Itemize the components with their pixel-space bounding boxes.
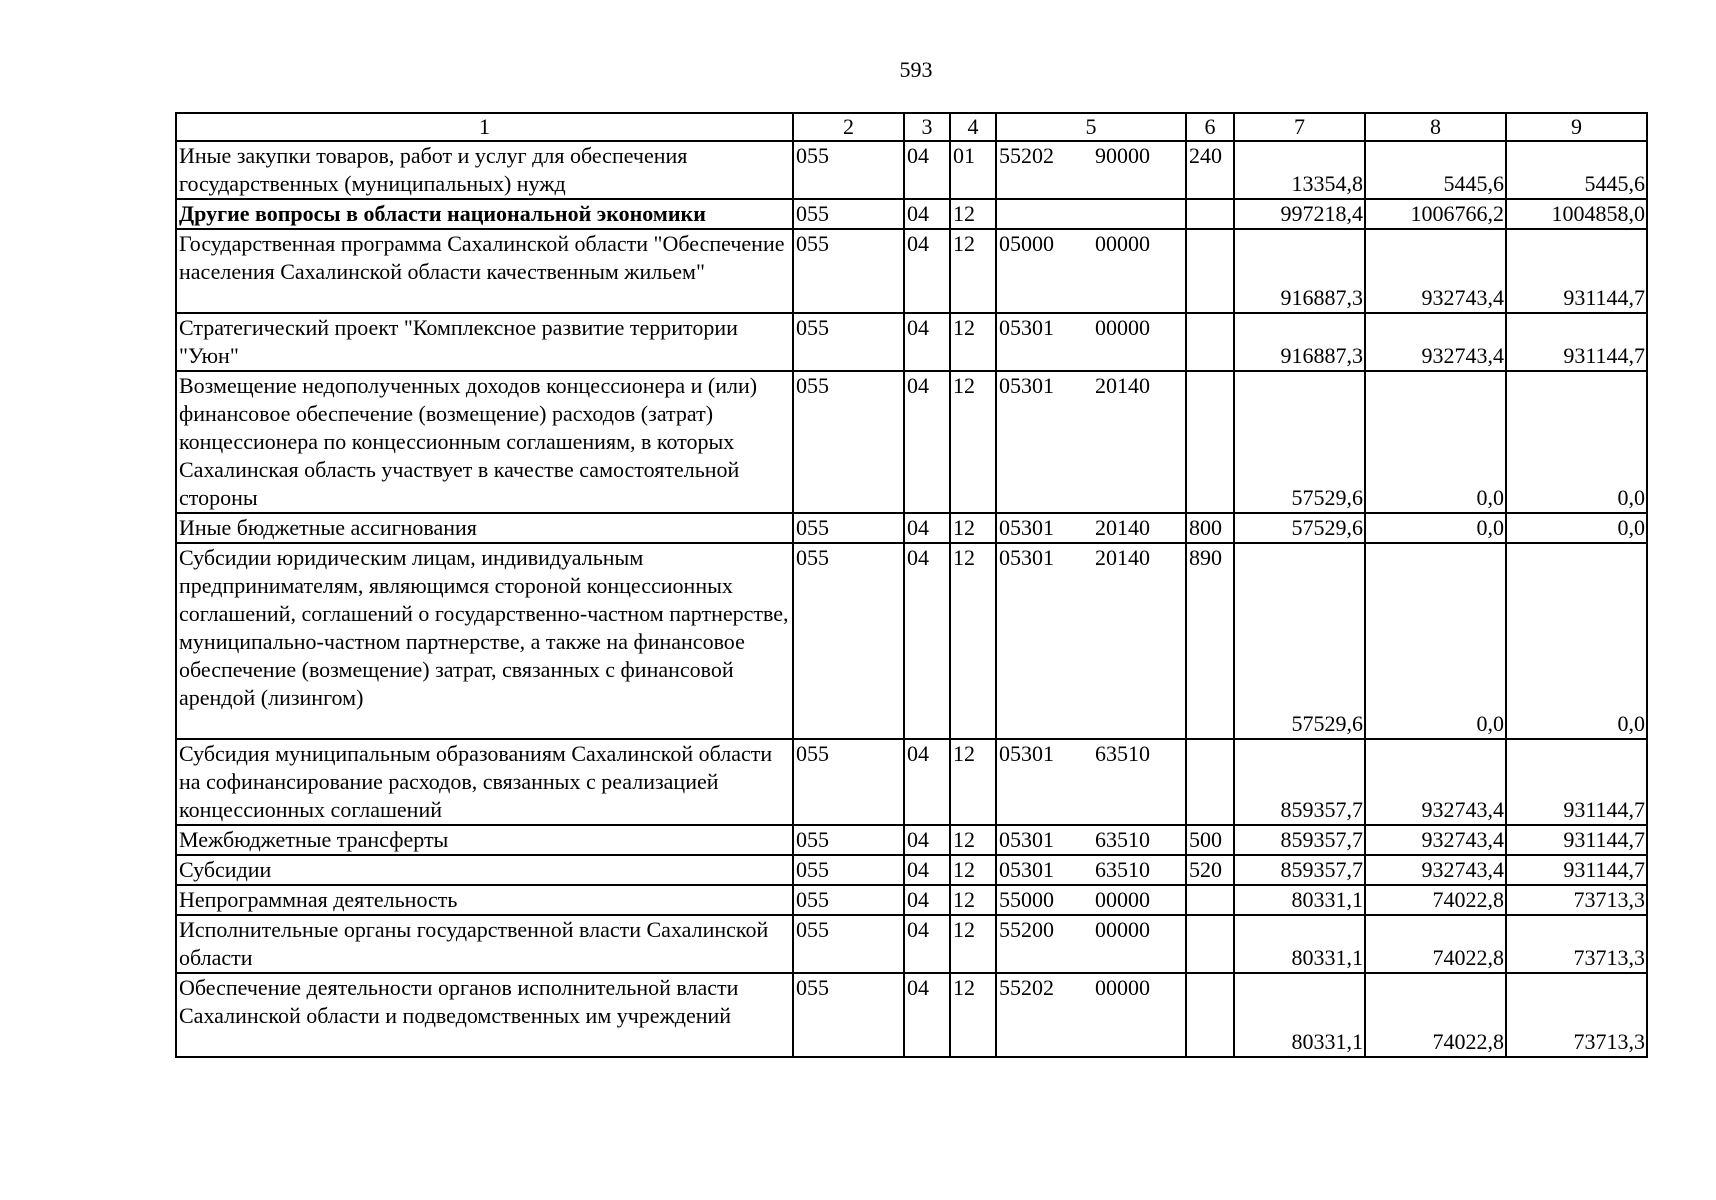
section-code: 04 <box>904 371 950 513</box>
amount-year-3: 1004858,0 <box>1506 199 1647 229</box>
row-description: Государственная программа Сахалинской области "Обеспечение населения Сахалинской области качественным жильем" <box>176 229 793 313</box>
target-article-code <box>996 825 1186 855</box>
subsection-code: 12 <box>950 371 996 513</box>
amount-year-3: 931144,7 <box>1506 229 1647 313</box>
row-description: Субсидия муниципальным образованиям Сахалинской области на софинансирование расходов, связанных с реализацией концессионных соглашений <box>176 739 793 825</box>
target-article-part-1: 05301 <box>999 315 1054 340</box>
table-row <box>176 313 1647 371</box>
section-code: 04 <box>904 855 950 885</box>
expense-type-code: 800 <box>1186 513 1234 543</box>
subsection-code: 12 <box>950 199 996 229</box>
amount-year-2: 932743,4 <box>1365 739 1506 825</box>
subsection-code: 12 <box>950 543 996 739</box>
table-row <box>176 855 1647 885</box>
amount-year-2: 932743,4 <box>1365 229 1506 313</box>
target-article-part-1: 05301 <box>999 373 1054 398</box>
row-description: Иные бюджетные ассигнования <box>176 513 793 543</box>
target-article-part-2: 63510 <box>1095 857 1150 882</box>
amount-year-2: 74022,8 <box>1365 973 1506 1057</box>
expense-type-code <box>1186 885 1234 915</box>
row-description: Иные закупки товаров, работ и услуг для обеспечения государственных (муниципальных) нужд <box>176 141 793 199</box>
ministry-code: 055 <box>793 973 904 1057</box>
target-article-part-2: 20140 <box>1095 373 1150 398</box>
table-row <box>176 371 1647 513</box>
expense-type-code: 520 <box>1186 855 1234 885</box>
amount-year-3: 73713,3 <box>1506 885 1647 915</box>
amount-year-2: 0,0 <box>1365 371 1506 513</box>
subsection-code: 12 <box>950 855 996 885</box>
section-code: 04 <box>904 543 950 739</box>
target-article-part-2: 20140 <box>1095 545 1150 570</box>
target-article-code <box>996 229 1186 313</box>
table-row <box>176 513 1647 543</box>
row-description: Стратегический проект "Комплексное развитие территории "Уюн" <box>176 313 793 371</box>
expense-type-code: 500 <box>1186 825 1234 855</box>
ministry-code: 055 <box>793 855 904 885</box>
target-article-code <box>996 141 1186 199</box>
subsection-code: 12 <box>950 313 996 371</box>
row-description: Субсидии <box>176 855 793 885</box>
amount-year-3: 0,0 <box>1506 543 1647 739</box>
ministry-code: 055 <box>793 543 904 739</box>
target-article-code <box>996 973 1186 1057</box>
subsection-code: 12 <box>950 513 996 543</box>
target-article-code <box>996 313 1186 371</box>
section-code: 04 <box>904 199 950 229</box>
expense-type-code <box>1186 973 1234 1057</box>
amount-year-1: 57529,6 <box>1234 371 1365 513</box>
amount-year-1: 859357,7 <box>1234 855 1365 885</box>
ministry-code: 055 <box>793 513 904 543</box>
target-article-code <box>996 885 1186 915</box>
section-code: 04 <box>904 825 950 855</box>
target-article-part-2: 90000 <box>1095 143 1150 168</box>
target-article-part-2: 63510 <box>1095 741 1150 766</box>
amount-year-2: 0,0 <box>1365 513 1506 543</box>
amount-year-2: 5445,6 <box>1365 141 1506 199</box>
target-article-part-2: 00000 <box>1095 917 1150 942</box>
target-article-code <box>996 739 1186 825</box>
row-description: Непрограммная деятельность <box>176 885 793 915</box>
subsection-code: 12 <box>950 739 996 825</box>
target-article-part-2: 00000 <box>1095 975 1150 1000</box>
table-row <box>176 199 1647 229</box>
target-article-part-2: 00000 <box>1095 231 1150 256</box>
subsection-code: 12 <box>950 885 996 915</box>
target-article-part-1: 05301 <box>999 515 1054 540</box>
target-article-code <box>996 513 1186 543</box>
expense-type-code <box>1186 313 1234 371</box>
section-code: 04 <box>904 513 950 543</box>
section-code: 04 <box>904 313 950 371</box>
target-article-part-1: 05000 <box>999 231 1054 256</box>
target-article-part-1: 55202 <box>999 143 1054 168</box>
amount-year-3: 931144,7 <box>1506 739 1647 825</box>
section-code: 04 <box>904 229 950 313</box>
expense-type-code <box>1186 371 1234 513</box>
section-code: 04 <box>904 915 950 973</box>
ministry-code: 055 <box>793 915 904 973</box>
amount-year-1: 57529,6 <box>1234 543 1365 739</box>
table-row <box>176 543 1647 739</box>
amount-year-3: 73713,3 <box>1506 973 1647 1057</box>
amount-year-3: 5445,6 <box>1506 141 1647 199</box>
column-header: 5 <box>996 113 1186 141</box>
table-row <box>176 825 1647 855</box>
row-description: Другие вопросы в области национальной экономики <box>176 199 793 229</box>
target-article-code <box>996 543 1186 739</box>
amount-year-1: 80331,1 <box>1234 973 1365 1057</box>
column-header: 3 <box>904 113 950 141</box>
subsection-code: 01 <box>950 141 996 199</box>
target-article-part-1: 05301 <box>999 857 1054 882</box>
ministry-code: 055 <box>793 199 904 229</box>
table-row <box>176 973 1647 1057</box>
column-header: 2 <box>793 113 904 141</box>
expense-type-code <box>1186 739 1234 825</box>
ministry-code: 055 <box>793 371 904 513</box>
ministry-code: 055 <box>793 313 904 371</box>
ministry-code: 055 <box>793 825 904 855</box>
page-number: 593 <box>899 57 933 82</box>
column-header: 8 <box>1365 113 1506 141</box>
amount-year-1: 916887,3 <box>1234 313 1365 371</box>
target-article-part-1: 05301 <box>999 545 1054 570</box>
table-row <box>176 915 1647 973</box>
row-description: Субсидии юридическим лицам, индивидуальным предпринимателям, являющимся стороной концессионных соглашений, соглашений о государственно-частном партнерстве, муниципально-частном партнерстве, а также на финансовое обеспечение (возмещение) затрат, связанных с финансовой арендой (лизингом) <box>176 543 793 739</box>
section-code: 04 <box>904 973 950 1057</box>
target-article-part-1: 55200 <box>999 917 1054 942</box>
amount-year-1: 916887,3 <box>1234 229 1365 313</box>
amount-year-1: 80331,1 <box>1234 885 1365 915</box>
row-description: Возмещение недополученных доходов концессионера и (или) финансовое обеспечение (возмещение) расходов (затрат) концессионера по концессионным соглашениям, в которых Сахалинская область участвует в качестве самостоятельной стороны <box>176 371 793 513</box>
expense-type-code: 240 <box>1186 141 1234 199</box>
expense-type-code <box>1186 229 1234 313</box>
target-article-part-1: 05301 <box>999 827 1054 852</box>
target-article-code <box>996 199 1186 229</box>
target-article-code <box>996 371 1186 513</box>
column-header: 1 <box>176 113 793 141</box>
subsection-code: 12 <box>950 973 996 1057</box>
column-header: 4 <box>950 113 996 141</box>
amount-year-1: 80331,1 <box>1234 915 1365 973</box>
target-article-part-2: 20140 <box>1095 515 1150 540</box>
row-description: Обеспечение деятельности органов исполнительной власти Сахалинской области и подведомственных им учреждений <box>176 973 793 1057</box>
ministry-code: 055 <box>793 739 904 825</box>
amount-year-2: 1006766,2 <box>1365 199 1506 229</box>
column-header: 6 <box>1186 113 1234 141</box>
amount-year-3: 0,0 <box>1506 371 1647 513</box>
column-header: 7 <box>1234 113 1365 141</box>
table-row <box>176 141 1647 199</box>
amount-year-2: 74022,8 <box>1365 915 1506 973</box>
amount-year-1: 859357,7 <box>1234 739 1365 825</box>
amount-year-2: 932743,4 <box>1365 825 1506 855</box>
column-header: 9 <box>1506 113 1647 141</box>
amount-year-3: 931144,7 <box>1506 855 1647 885</box>
amount-year-3: 931144,7 <box>1506 825 1647 855</box>
target-article-part-2: 00000 <box>1095 315 1150 340</box>
table-row <box>176 229 1647 313</box>
amount-year-2: 932743,4 <box>1365 313 1506 371</box>
row-description: Межбюджетные трансферты <box>176 825 793 855</box>
column-number-row <box>176 113 1647 141</box>
ministry-code: 055 <box>793 229 904 313</box>
table-row <box>176 739 1647 825</box>
table-row <box>176 885 1647 915</box>
amount-year-1: 13354,8 <box>1234 141 1365 199</box>
row-description: Исполнительные органы государственной власти Сахалинской области <box>176 915 793 973</box>
section-code: 04 <box>904 141 950 199</box>
expense-type-code <box>1186 199 1234 229</box>
amount-year-3: 0,0 <box>1506 513 1647 543</box>
amount-year-3: 931144,7 <box>1506 313 1647 371</box>
ministry-code: 055 <box>793 141 904 199</box>
target-article-code <box>996 915 1186 973</box>
amount-year-1: 997218,4 <box>1234 199 1365 229</box>
section-code: 04 <box>904 739 950 825</box>
subsection-code: 12 <box>950 229 996 313</box>
target-article-part-1: 05301 <box>999 741 1054 766</box>
amount-year-1: 57529,6 <box>1234 513 1365 543</box>
amount-year-2: 932743,4 <box>1365 855 1506 885</box>
target-article-part-2: 00000 <box>1095 887 1150 912</box>
amount-year-1: 859357,7 <box>1234 825 1365 855</box>
amount-year-2: 74022,8 <box>1365 885 1506 915</box>
target-article-part-1: 55202 <box>999 975 1054 1000</box>
expense-type-code: 890 <box>1186 543 1234 739</box>
expense-type-code <box>1186 915 1234 973</box>
target-article-code <box>996 855 1186 885</box>
section-code: 04 <box>904 885 950 915</box>
amount-year-3: 73713,3 <box>1506 915 1647 973</box>
subsection-code: 12 <box>950 915 996 973</box>
ministry-code: 055 <box>793 885 904 915</box>
subsection-code: 12 <box>950 825 996 855</box>
budget-table <box>175 112 1648 1058</box>
amount-year-2: 0,0 <box>1365 543 1506 739</box>
target-article-part-1: 55000 <box>999 887 1054 912</box>
target-article-part-2: 63510 <box>1095 827 1150 852</box>
